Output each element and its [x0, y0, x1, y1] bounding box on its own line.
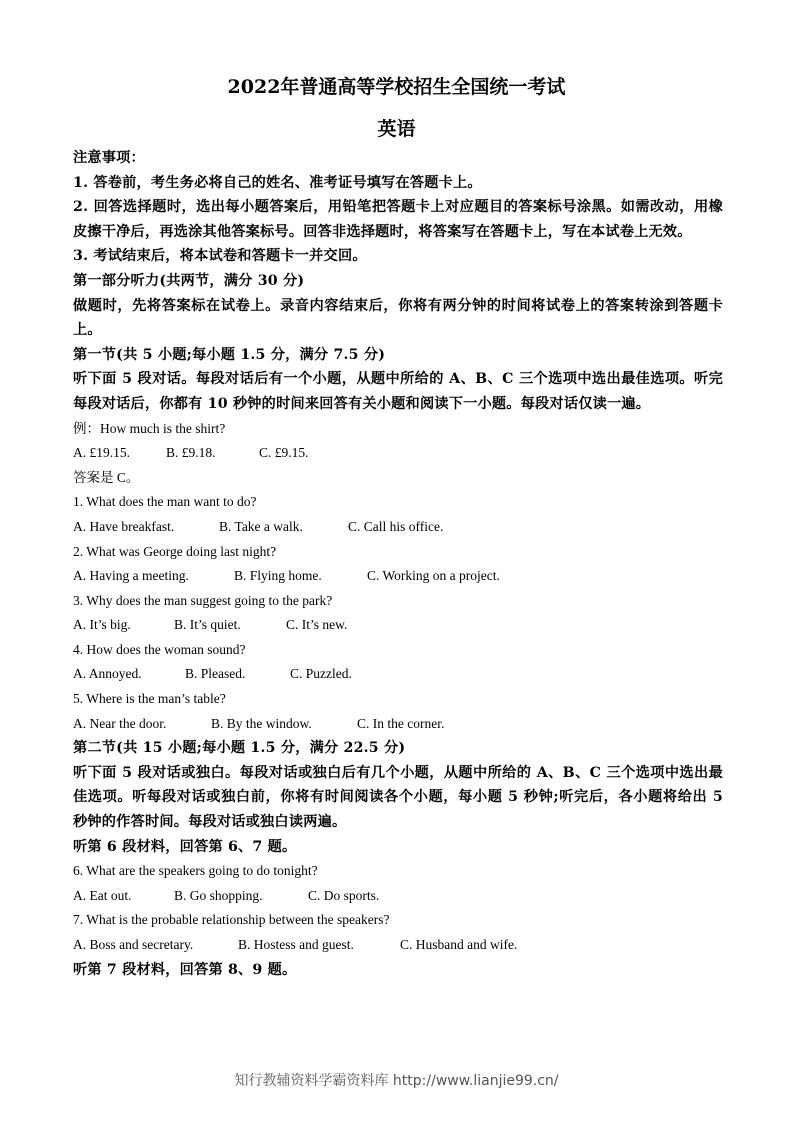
question: 2. What was George doing last night?: [73, 543, 277, 559]
option: B. Flying home.: [234, 568, 322, 584]
option: A. Near the door.: [73, 715, 167, 731]
note-item: 3. 考试结束后，将本试卷和答题卡一并交回。: [73, 248, 367, 265]
section2-heading: 第二节(共 15 小题;每小题 1.5 分，满分 22.5 分): [73, 740, 406, 757]
option: B. £9.18.: [166, 445, 216, 461]
question: 5. Where is the man’s table?: [73, 691, 226, 707]
question-options: [73, 564, 723, 589]
exam-title: 2022年普通高等学校招生全国统一考试: [227, 76, 566, 98]
note-item: 2. 回答选择题时，选出每小题答案后，用铅笔把答题卡上对应题目的答案标号涂黑。如需改动，用橡皮擦干净后，再选涂其他答案标号。回答非选择题时，将答案写在答题卡上，写在本试卷上无效。: [73, 199, 723, 240]
option: A. Having a meeting.: [73, 568, 189, 584]
option: C. Working on a project.: [367, 568, 500, 584]
notes-heading: 注意事项：: [73, 150, 145, 166]
passage-heading: 听第 6 段材料，回答第 6、7 题。: [73, 838, 297, 855]
question-options: [73, 662, 723, 687]
option: B. Take a walk.: [219, 518, 303, 534]
option: B. Go shopping.: [174, 887, 263, 903]
example-answer: 答案是 C。: [73, 469, 140, 485]
question: 4. How does the woman sound?: [73, 641, 246, 657]
option: B. By the window.: [211, 715, 312, 731]
exam-subject: 英语: [377, 118, 416, 140]
part1-heading: 第一部分听力(共两节，满分 30 分): [73, 272, 305, 289]
option: A. Annoyed.: [73, 666, 142, 682]
part1-instruction: 做题时，先将答案标在试卷上。录音内容结束后，你将有两分钟的时间将试卷上的答案转涂到答题卡上。: [73, 297, 723, 339]
option: B. It’s quiet.: [174, 617, 241, 633]
passage-heading: 听第 7 段材料，回答第 8、9 题。: [73, 961, 297, 978]
section2-instruction: 听下面 5 段对话或独白。每段对话或独白后有几个小题，从题中所给的 A、B、C 三个选项中选出最佳选项。听每段对话或独白前，你将有时间阅读各个小题，每小题 5 秒钟;听完后，各小题将给出 5 秒钟的作答时间。每段对话或独白读两遍。: [73, 764, 723, 831]
question-options: [73, 884, 723, 909]
section1-instruction: 听下面 5 段对话。每段对话后有一个小题，从题中所给的 A、B、C 三个选项中选出最佳选项。听完每段对话后，你都有 10 秒钟的时间来回答有关小题和阅读下一小题。每段对话仅读一遍。: [73, 371, 723, 412]
option: A. £19.15.: [73, 445, 130, 461]
option: B. Pleased.: [185, 666, 246, 682]
option: C. Puzzled.: [290, 666, 352, 682]
question: 7. What is the probable relationship between the speakers?: [73, 912, 390, 928]
question: 3. Why does the man suggest going to the park?: [73, 592, 333, 608]
option: C. Do sports.: [308, 887, 380, 903]
footer-watermark: 知行教辅资料学霸资料库 http://www.lianjie99.cn/: [234, 1073, 559, 1089]
option: B. Hostess and guest.: [238, 937, 354, 952]
option: C. Husband and wife.: [400, 937, 518, 952]
option: C. £9.15.: [259, 445, 309, 461]
question: 1. What does the man want to do?: [73, 494, 257, 510]
option: A. Have breakfast.: [73, 518, 175, 534]
option: C. It’s new.: [286, 617, 348, 633]
example-options: [73, 441, 723, 466]
note-item: 1. 答卷前，考生务必将自己的姓名、准考证号填写在答题卡上。: [73, 174, 482, 191]
option: A. Boss and secretary.: [73, 937, 194, 952]
question-options: [73, 933, 723, 958]
option: A. Eat out.: [73, 887, 132, 903]
example-question: 例：How much is the shirt?: [73, 420, 226, 436]
question-options: [73, 613, 723, 638]
question: 6. What are the speakers going to do tonight?: [73, 863, 318, 879]
question-options: [73, 515, 723, 540]
exam-content: [73, 146, 723, 982]
option: C. In the corner.: [357, 715, 445, 731]
option: A. It’s big.: [73, 617, 131, 633]
option: C. Call his office.: [348, 518, 444, 534]
question-options: [73, 712, 723, 737]
section1-heading: 第一节(共 5 小题;每小题 1.5 分，满分 7.5 分): [73, 346, 386, 363]
